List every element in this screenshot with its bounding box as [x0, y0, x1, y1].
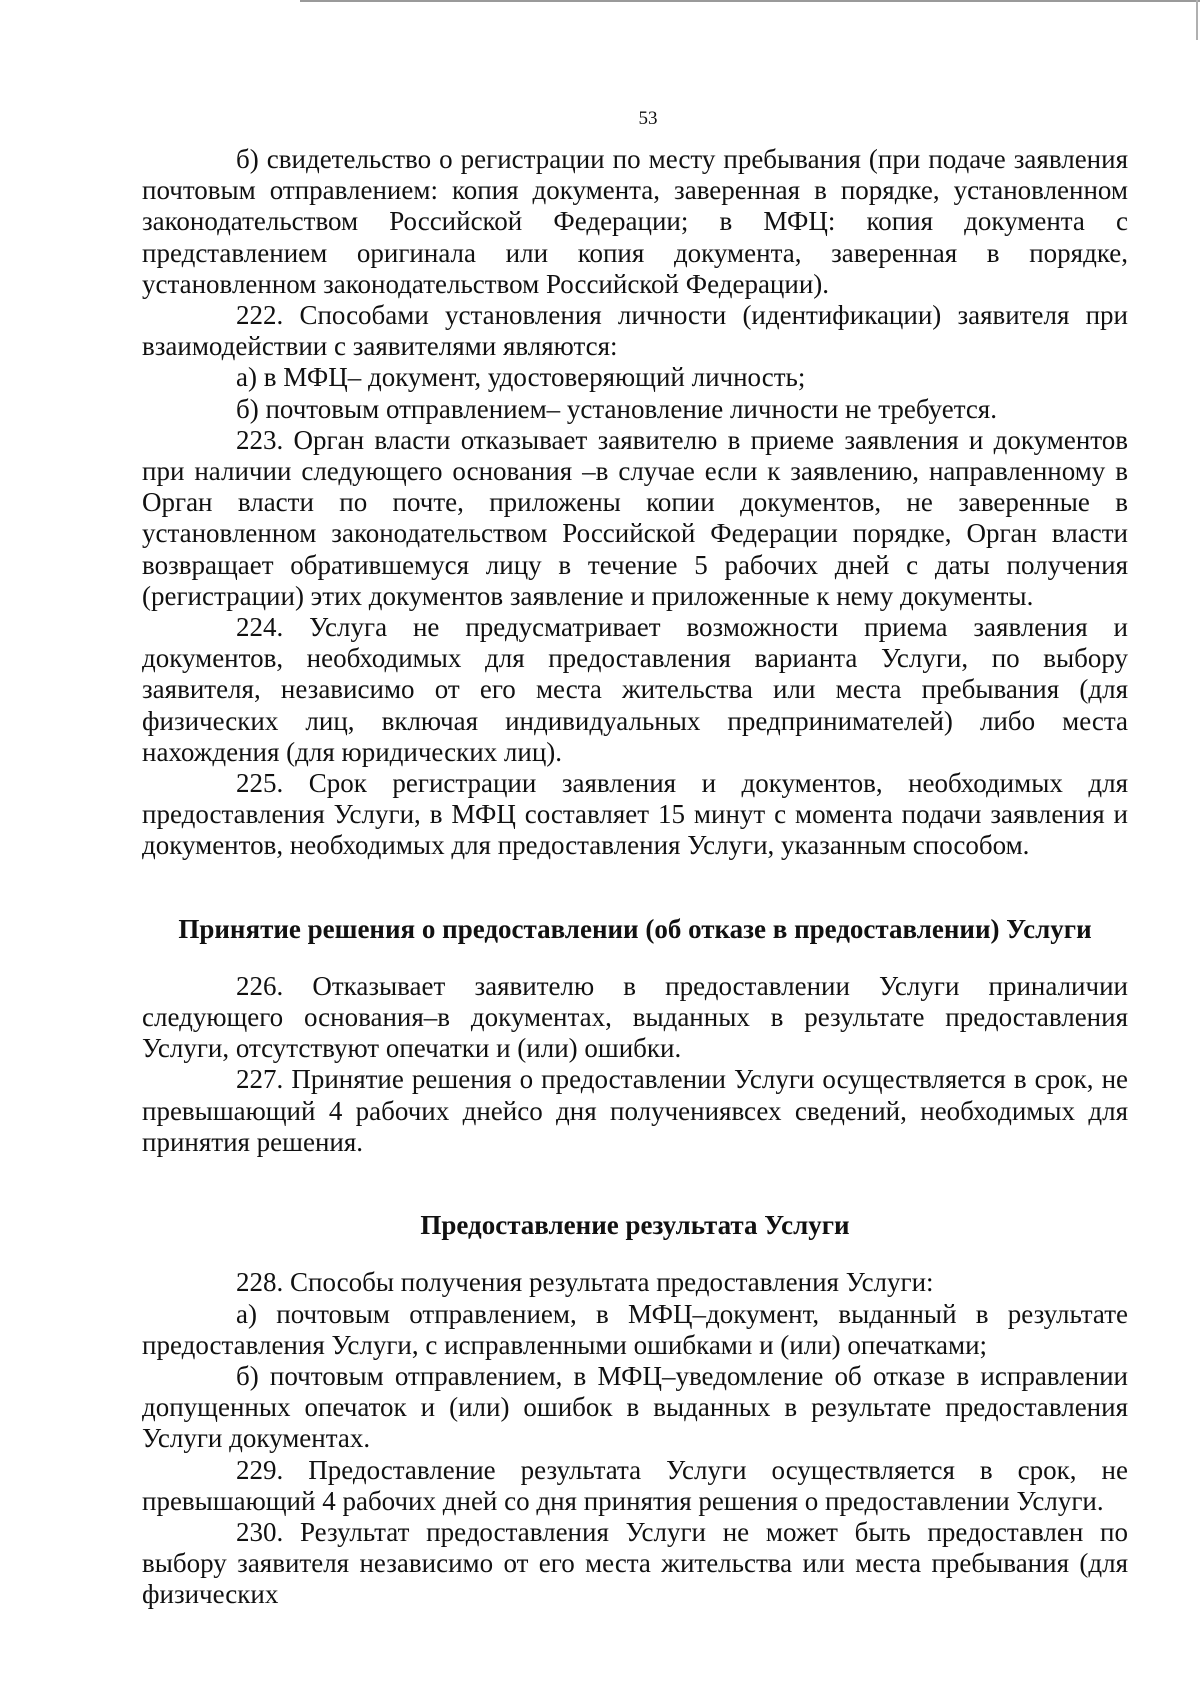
paragraph-222: 222. Способами установления личности (идентификации) заявителя при взаимодействии с заявителями являются:: [142, 300, 1128, 362]
spacer: [142, 945, 1128, 971]
page-number: 53: [638, 108, 658, 129]
scan-edge-right: [1196, 0, 1198, 40]
paragraph-222-b: б) почтовым отправлением– установление личности не требуется.: [236, 393, 997, 424]
paragraph-223: 223. Орган власти отказывает заявителю в приеме заявления и документов при наличии следующего основания –в случае если к заявлению, направленному в Орган власти по почте, приложены копии документов, не заверенные в установленном законодательством Российской Федерации порядке, Орган власти возвращает обратившемуся лицу в течение 5 рабочих дней с даты получения (регистрации) этих документов заявление и приложенные к нему документы.: [142, 424, 1128, 611]
paragraph-228: 228. Способы получения результата предоставления Услуги:: [236, 1267, 934, 1298]
document-page: [142, 104, 1128, 1611]
paragraph-224: 224. Услуга не предусматривает возможности приема заявления и документов, необходимых для предоставления варианта Услуги, по выбору заявителя, независимо от его места жительства или места пребывания (для физических лиц, включая индивидуальных предпринимателей) либо места нахождения (для юридических лиц).: [142, 612, 1128, 767]
paragraph-228-b: б) почтовым отправлением, в МФЦ–уведомление об отказе в исправлении допущенных опечаток и (или) ошибок в выданных в результате предоставления Услуги документах.: [142, 1360, 1128, 1454]
paragraph-226: 226. Отказывает заявителю в предоставлении Услуги приналичии следующего основания–в документах, выданных в результате предоставления Услуги, отсутствуют опечатки и (или) ошибки.: [142, 970, 1128, 1064]
paragraph-registration-certificate: б) свидетельство о регистрации по месту пребывания (при подаче заявления почтовым отправлением: копия документа, заверенная в порядке, установленном законодательством Российской Федерации; в МФЦ: копия документа с представлением оригинала или копия документа, заверенная в порядке, установленном законодательством Российской Федерации).: [142, 144, 1128, 299]
section-heading-decision: Принятие решения о предоставлении (об отказе в предоставлении) Услуги: [178, 913, 1092, 944]
spacer: [142, 1241, 1128, 1267]
paragraph-229: 229. Предоставление результата Услуги осуществляется в срок, не превышающий 4 рабочих дней со дня принятия решения о предоставлении Услуги.: [142, 1454, 1128, 1516]
paragraph-225: 225. Срок регистрации заявления и документов, необходимых для предоставления Услуги, в МФЦ составляет 15 минут с момента подачи заявления и документов, необходимых для предоставления Услуги, указанным способом.: [142, 768, 1128, 861]
spacer: [142, 862, 1128, 914]
scan-edge-top: [300, 0, 1200, 2]
paragraph-227: 227. Принятие решения о предоставлении Услуги осуществляется в срок, не превышающий 4 рабочих днейсо дня получениявсех сведений, необходимых для принятия решения.: [142, 1064, 1128, 1157]
paragraph-222-a: а) в МФЦ– документ, удостоверяющий личность;: [236, 362, 806, 393]
paragraph-230: 230. Результат предоставления Услуги не может быть предоставлен по выбору заявителя независимо от его места жительства или места пребывания (для физических: [142, 1516, 1128, 1610]
spacer: [142, 1158, 1128, 1210]
section-heading-result: Предоставление результата Услуги: [420, 1210, 850, 1241]
paragraph-228-a: а) почтовым отправлением, в МФЦ–документ, выданный в результате предоставления Услуги, с исправленными ошибками и (или) опечатками;: [142, 1298, 1128, 1360]
